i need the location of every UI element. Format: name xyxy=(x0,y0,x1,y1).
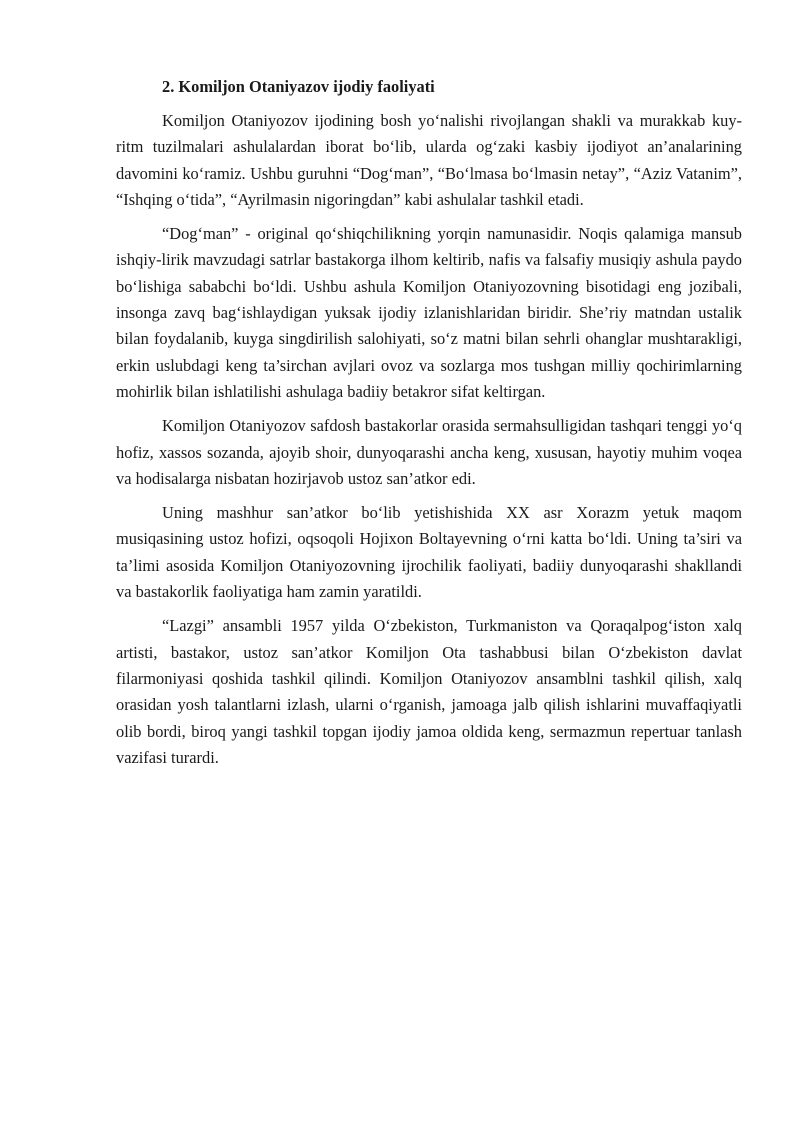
paragraph-1: Komiljon Otaniyozov ijodining bosh yo‘nalishi rivojlangan shakli va murakkab kuy-ritm tuzilmalari ashulalardan iborat bo‘lib, ularda og‘zaki kasbiy ijodiyot an’analarining davomini ko‘ramiz. Ushbu guruhni “Dog‘man”, “Bo‘lmasa bo‘lmasin netay”, “Aziz Vatanim”, “Ishqing o‘tida”, “Ayrilmasin nigoringdan” kabi ashulalar tashkil etadi. xyxy=(116,111,742,209)
paragraph-2: “Dog‘man” - original qo‘shiqchilikning yorqin namunasidir. Noqis qalamiga mansub ishqiy-lirik mavzudagi satrlar bastakorga ilhom keltirib, nafis va falsafiy musiqiy ashula paydo bo‘lishiga sababchi bo‘ldi. Ushbu ashula Komiljon Otaniyozovning bisotidagi eng jozibali, insonga zavq bag‘ishlaydigan yuksak ijodiy izlanishlaridan biridir. She’riy matndan ustalik bilan foydalanib, kuyga singdirilish salohiyati, so‘z matni bilan sehrli ohanglar mushtarakligi, erkin uslubdagi keng ta’sirchan avjlari ovoz va sozlarga mos tushgan milliy qochirimlarning mohirlik bilan ishlatilishi ashulaga badiiy betakror sifat keltirgan. xyxy=(116,224,742,401)
paragraph-5: “Lazgi” ansambli 1957 yilda O‘zbekiston, Turkmaniston va Qoraqalpog‘iston xalq artisti, bastakor, ustoz san’atkor Komiljon Ota tashabbusi bilan O‘zbekiston davlat filarmoniyasi qoshida tashkil qilindi. Komiljon Otaniyozov ansamblni tashkil qilish, xalq orasidan yosh talantlarni izlash, ularni o‘rganish, jamoaga jalb qilish ishlarini muvaffaqiyatli olib bordi, biroq yangi tashkil topgan ijodiy jamoa oldida keng, sermazmun repertuar tanlash vazifasi turardi. xyxy=(116,616,742,767)
document-body xyxy=(116,74,742,779)
section-heading: 2. Komiljon Otaniyazov ijodiy faoliyati xyxy=(162,77,435,96)
paragraph-3: Komiljon Otaniyozov safdosh bastakorlar orasida sermahsulligidan tashqari tenggi yo‘q hofiz, xassos sozanda, ajoyib shoir, dunyoqarashi ancha keng, xususan, hayotiy muhim voqea va hodisalarga nisbatan hozirjavob ustoz san’atkor edi. xyxy=(116,416,742,488)
paragraph-4: Uning mashhur san’atkor bo‘lib yetishishida XX asr Xorazm yetuk maqom musiqasining ustoz hofizi, oqsoqoli Hojixon Boltayevning o‘rni katta bo‘ldi. Uning ta’siri va ta’limi asosida Komiljon Otaniyozovning ijrochilik faoliyati, badiiy dunyoqarashi shakllandi va bastakorlik faoliyatiga ham zamin yaratildi. xyxy=(116,503,742,602)
